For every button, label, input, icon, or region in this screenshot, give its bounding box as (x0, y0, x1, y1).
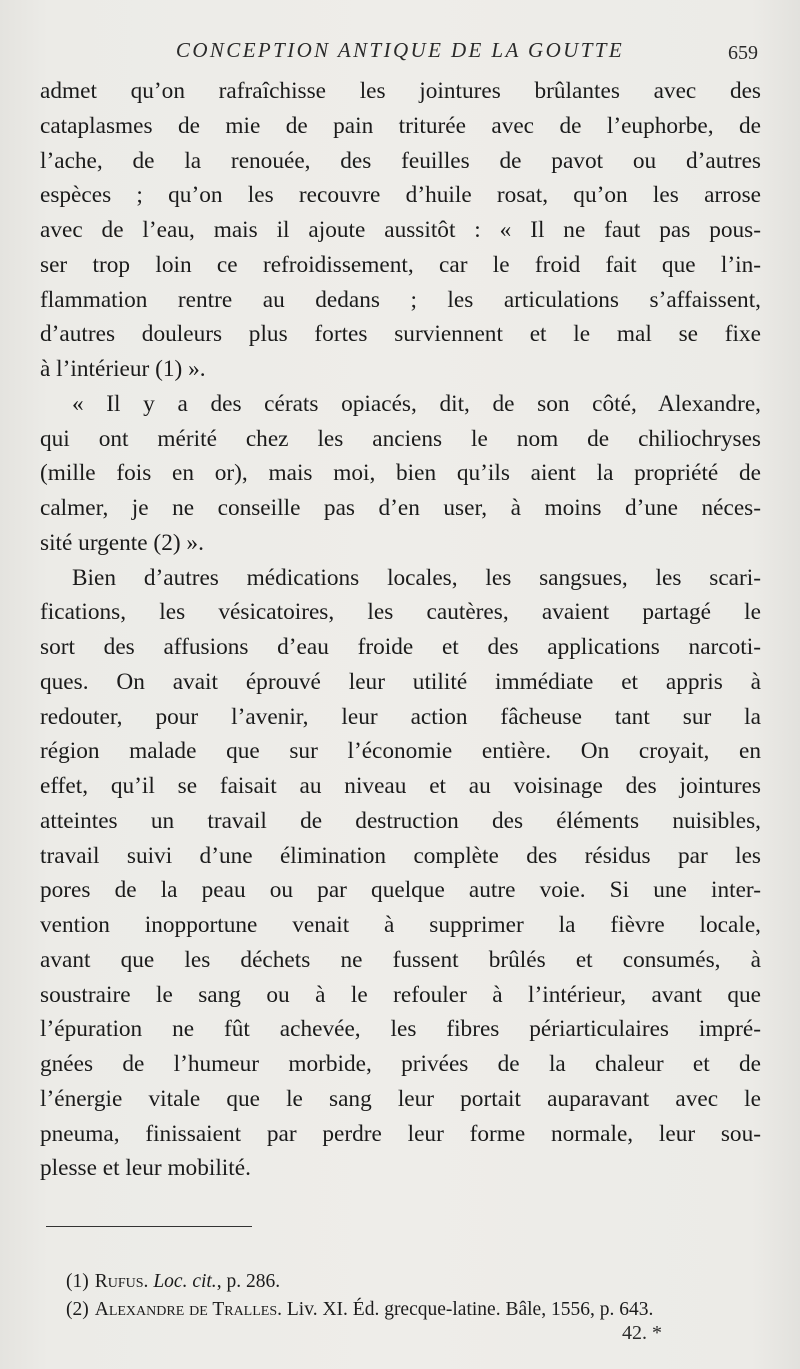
footnote-mark: (1) (66, 1271, 89, 1292)
footnote-rest: , p. 286. (216, 1271, 281, 1292)
text-line: espèces ; qu’on les recouvre d’huile rosat, qu’on les arrose (40, 182, 761, 209)
text-line: l’énergie vitale que le sang leur portait auparavant avec le (40, 1085, 761, 1112)
text-line: fications, les vésicatoires, les cautères, avaient partagé le (40, 599, 761, 626)
text-line: avant que les déchets ne fussent brûlés et consumés, à (40, 946, 761, 973)
text-line: sité urgente (2) ». (40, 529, 204, 556)
footnote-citation: Loc. cit. (153, 1271, 217, 1292)
footnotes (66, 1268, 766, 1324)
text-line: effet, qu’il se faisait au niveau et au voisinage des jointures (40, 773, 761, 799)
footnote-mark: (2) (66, 1299, 89, 1320)
running-head (40, 38, 760, 68)
footnote-2 (66, 1296, 766, 1324)
text-line: vention inopportune venait à supprimer la fièvre locale, (40, 912, 761, 938)
text-line: cataplasmes de mie de pain triturée avec de l’euphorbe, de (40, 112, 761, 139)
footnote-divider (46, 1226, 252, 1227)
footnote-rest: Liv. XI. Éd. grecque-latine. Bâle, 1556, p. 643. (282, 1299, 654, 1320)
text-line: flammation rentre au dedans ; les articulations s’affaissent, (40, 286, 761, 313)
text-line: avec de l’eau, mais il ajoute aussitôt : « Il ne faut pas pous- (40, 217, 761, 243)
running-title: CONCEPTION ANTIQUE DE LA GOUTTE (175, 38, 625, 62)
text-line: ser trop loin ce refroidissement, car le froid fait que l’in- (40, 251, 761, 278)
footnote-author: Alexandre de Tralles. (94, 1299, 283, 1320)
text-line: gnées de l’humeur morbide, privées de la chaleur et de (40, 1051, 761, 1077)
text-line: calmer, je ne conseille pas d’en user, à moins d’une néces- (40, 495, 761, 521)
text-line: redouter, pour l’avenir, leur action fâcheuse tant sur la (40, 703, 761, 730)
footnote-1 (66, 1268, 766, 1296)
text-line: région malade que sur l’économie entière. On croyait, en (40, 738, 761, 765)
text-line: sort des affusions d’eau froide et des applications narcoti- (40, 634, 761, 660)
text-line: qui ont mérité chez les anciens le nom de chiliochryses (40, 425, 761, 452)
text-line: plesse et leur mobilité. (40, 1155, 251, 1182)
page-number: 659 (728, 42, 758, 64)
text-line: atteintes un travail de destruction des éléments nuisibles, (40, 807, 761, 834)
text-line: l’ache, de la renouée, des feuilles de pavot ou d’autres (40, 147, 761, 174)
text-line: d’autres douleurs plus fortes surviennent et le mal se fixe (40, 321, 761, 348)
text-line: pores de la peau ou par quelque autre voie. Si une inter- (40, 877, 761, 904)
text-line: (mille fois en or), mais moi, bien qu’ils aient la propriété de (40, 460, 761, 487)
text-line: admet qu’on rafraîchisse les jointures brûlantes avec des (40, 78, 761, 104)
text-line: Bien d’autres médications locales, les sangsues, les scari- (72, 564, 761, 591)
text-line: à l’intérieur (1) ». (40, 356, 206, 382)
text-line: pneuma, finissaient par perdre leur forme normale, leur sou- (40, 1120, 761, 1147)
text-line: l’épuration ne fût achevée, les fibres périarticulaires impré- (40, 1016, 761, 1043)
signature-mark: 42. * (622, 1322, 662, 1344)
footnote-author: Rufus. (94, 1271, 149, 1292)
body-text (40, 74, 761, 1186)
text-line: ques. On avait éprouvé leur utilité immédiate et appris à (40, 668, 761, 695)
text-line: soustraire le sang ou à le refouler à l’intérieur, avant que (40, 981, 761, 1008)
text-line: « Il y a des cérats opiacés, dit, de son côté, Alexandre, (72, 390, 761, 417)
text-line: travail suivi d’une élimination complète des résidus par les (40, 842, 761, 869)
